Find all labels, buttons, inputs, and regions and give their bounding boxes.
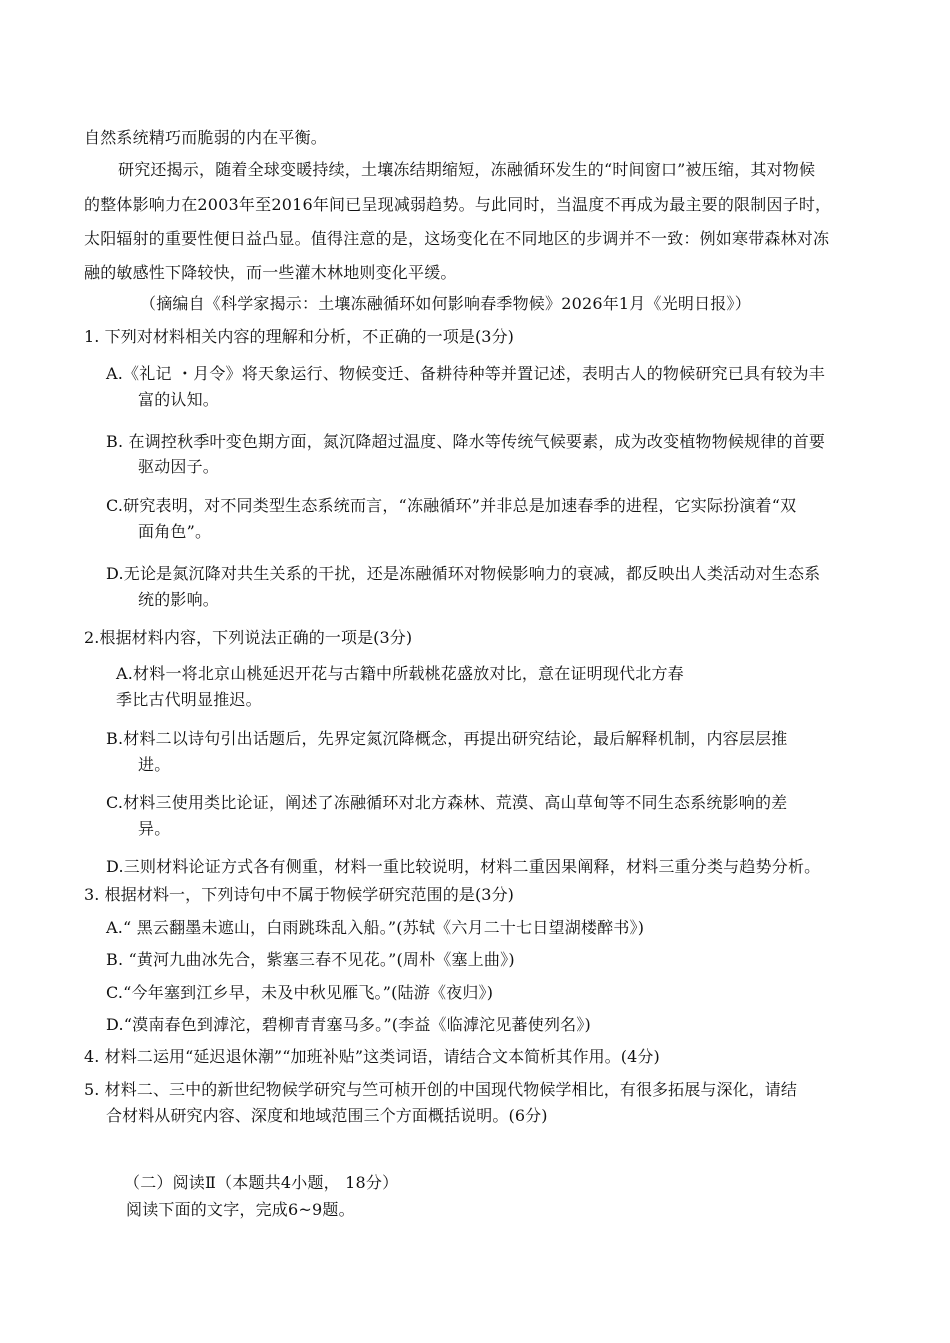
q1-option-c: C.研究表明，对不同类型生态系统而言，“冻融循环”并非总是加速春季的进程，它实际扮演着“双 xyxy=(106,496,797,515)
passage-line: 太阳辐射的重要性便日益凸显。值得注意的是，这场变化在不同地区的步调并不一致：例如寒带森林对冻 xyxy=(84,229,830,248)
q1-option-d-cont: 统的影响。 xyxy=(138,590,220,609)
question-1-stem: 1. 下列对材料相关内容的理解和分析，不正确的一项是(3分) xyxy=(84,327,515,346)
q2-option-a-cont: 季比古代明显推迟。 xyxy=(116,690,262,709)
q3-option-d: D.“漠南春色到滹沱，碧柳青青塞马多。”(李益《临滹沱见蕃使列名》) xyxy=(106,1015,591,1034)
passage-line: 融的敏感性下降较快，而一些灌木林地则变化平缓。 xyxy=(84,263,457,282)
q3-option-c: C.“今年塞到江乡早，未及中秋见雁飞。”(陆游《夜归》) xyxy=(106,983,494,1002)
q2-option-b: B.材料二以诗句引出话题后，先界定氮沉降概念，再提出研究结论，最后解释机制，内容层层推 xyxy=(106,729,788,748)
question-2-stem: 2.根据材料内容，下列说法正确的一项是(3分) xyxy=(84,628,413,647)
section-instruction: 阅读下面的文字，完成6~9题。 xyxy=(126,1200,355,1219)
q2-option-b-cont: 进。 xyxy=(138,755,171,774)
q2-option-c: C.材料三使用类比论证，阐述了冻融循环对北方森林、荒漠、高山草甸等不同生态系统影响的差 xyxy=(106,793,788,812)
section-heading: （二）阅读Ⅱ（本题共4小题， 18分） xyxy=(124,1173,399,1192)
source-citation: （摘编自《科学家揭示：土壤冻融循环如何影响春季物候》2026年1月《光明日报》） xyxy=(140,294,751,313)
passage-line: 研究还揭示，随着全球变暖持续，土壤冻结期缩短，冻融循环发生的“时间窗口”被压缩，其对物候 xyxy=(118,160,816,179)
q1-option-c-cont: 面角色”。 xyxy=(138,522,212,541)
question-4-stem: 4. 材料二运用“延迟退休潮”“加班补贴”这类词语，请结合文本简析其作用。(4分) xyxy=(84,1047,660,1066)
question-5-stem: 5. 材料二、三中的新世纪物候学研究与竺可桢开创的中国现代物候学相比，有很多拓展与深化，请结 xyxy=(84,1080,797,1099)
q1-option-a-cont: 富的认知。 xyxy=(138,390,220,409)
passage-line: 自然系统精巧而脆弱的内在平衡。 xyxy=(84,128,328,147)
q1-option-b-cont: 驱动因子。 xyxy=(138,457,220,476)
q1-option-b: B. 在调控秋季叶变色期方面，氮沉降超过温度、降水等传统气候要素，成为改变植物物候规律的首要 xyxy=(106,432,826,451)
q2-option-d: D.三则材料论证方式各有侧重，材料一重比较说明，材料二重因果阐释，材料三重分类与趋势分析。 xyxy=(106,857,821,876)
q2-option-a: A.材料一将北京山桃延迟开花与古籍中所载桃花盛放对比，意在证明现代北方春 xyxy=(116,664,684,683)
question-5-stem-cont: 合材料从研究内容、深度和地域范围三个方面概括说明。(6分) xyxy=(106,1106,548,1125)
question-3-stem: 3. 根据材料一，下列诗句中不属于物候学研究范围的是(3分) xyxy=(84,885,515,904)
q3-option-b: B. “黄河九曲冰先合，紫塞三春不见花。”(周朴《塞上曲》) xyxy=(106,950,515,969)
q1-option-a: A.《礼记 ・月令》将天象运行、物候变迁、备耕待种等并置记述，表明古人的物候研究已具有较为丰 xyxy=(106,364,825,383)
q2-option-c-cont: 异。 xyxy=(138,819,171,838)
q1-option-d: D.无论是氮沉降对共生关系的干扰，还是冻融循环对物候影响力的衰减，都反映出人类活动对生态系 xyxy=(106,564,821,583)
passage-line: 的整体影响力在2003年至2016年间已呈现减弱趋势。与此同时，当温度不再成为最主要的限制因子时， xyxy=(84,195,832,214)
q3-option-a: A.“ 黑云翻墨未遮山，白雨跳珠乱入船。”(苏轼《六月二十七日望湖楼醉书》) xyxy=(106,918,645,937)
